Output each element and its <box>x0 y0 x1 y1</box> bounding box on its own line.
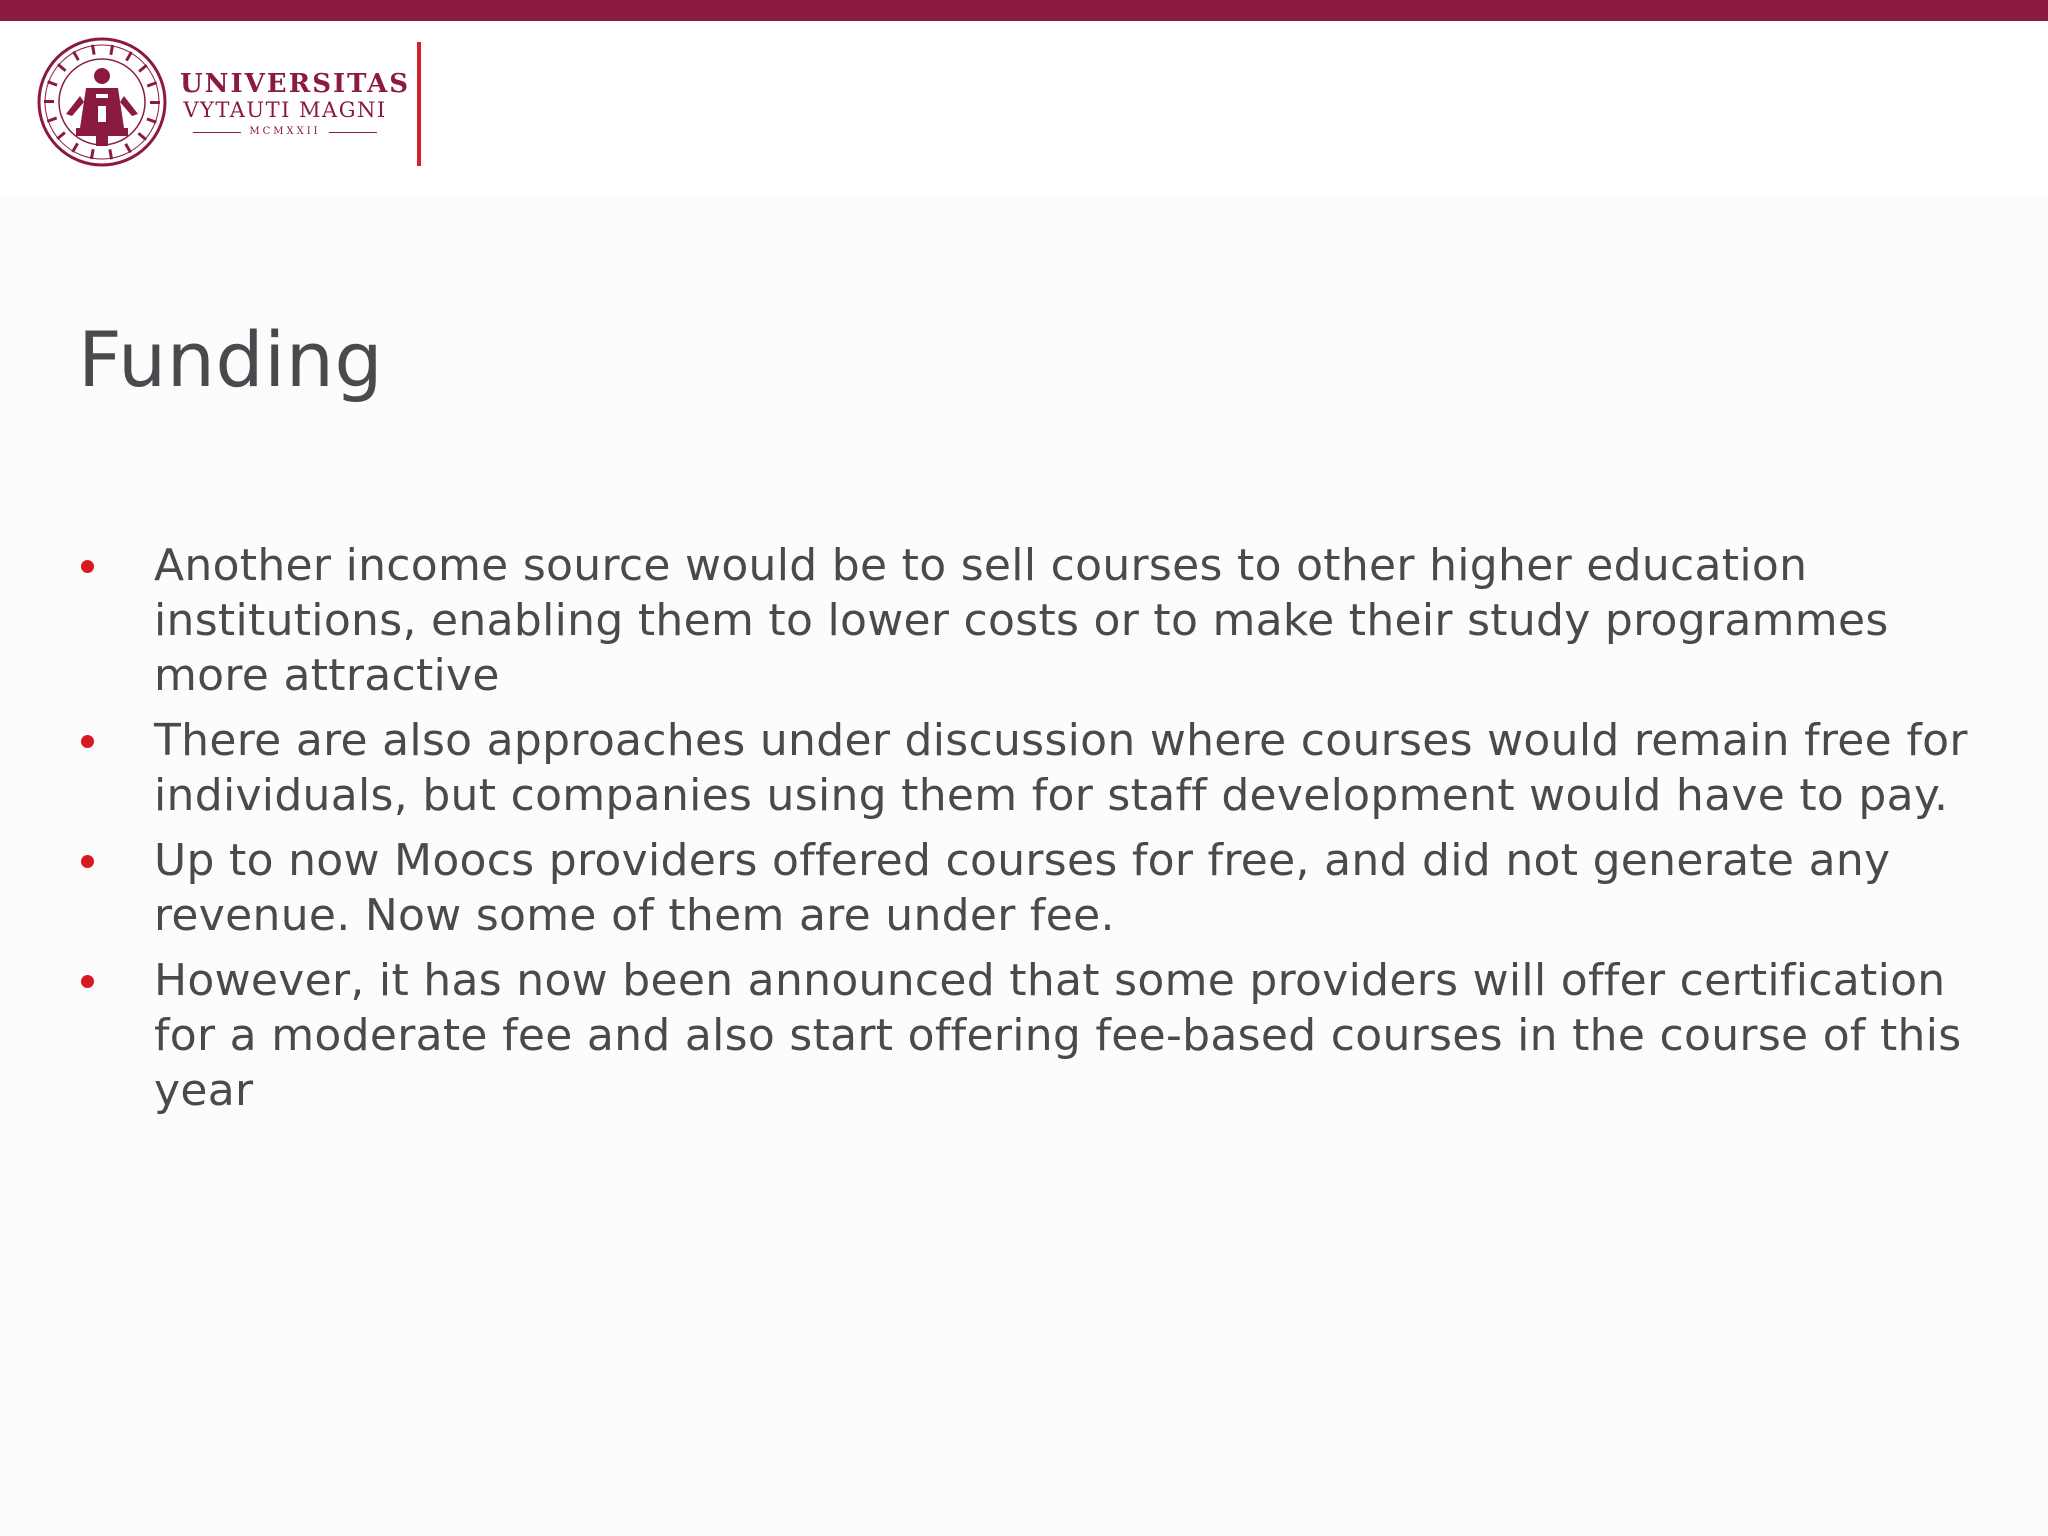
wordmark-rule-left <box>193 132 241 133</box>
university-seal-icon <box>36 36 168 168</box>
bullet-text: There are also approaches under discussion where courses would remain free for individuals, but companies using them for staff development would have to pay. <box>154 715 1968 821</box>
bullet-dot-icon <box>81 735 94 748</box>
bullet-item <box>78 833 1978 943</box>
wordmark-line-vytauti-magni: VYTAUTI MAGNI <box>183 98 387 122</box>
bullet-item <box>78 713 1978 823</box>
header-divider <box>417 42 421 166</box>
bullet-text: However, it has now been announced that some providers will offer certification for a moderate fee and also start offering fee-based courses in the course of this year <box>154 955 1962 1116</box>
top-accent-bar <box>0 0 2048 21</box>
bullet-item <box>78 953 1978 1118</box>
wordmark-rule-right <box>329 132 377 133</box>
wordmark-line-universitas: UNIVERSITAS <box>180 69 411 99</box>
slide-title: Funding <box>78 315 384 404</box>
bullet-list <box>78 538 1978 1128</box>
university-wordmark <box>180 69 411 138</box>
bullet-dot-icon <box>81 975 94 988</box>
bullet-dot-icon <box>81 855 94 868</box>
bullet-dot-icon <box>81 560 94 573</box>
wordmark-line-year <box>180 126 390 138</box>
bullet-text: Up to now Moocs providers offered courses for free, and did not generate any revenue. Now some of them are under fee. <box>154 835 1891 941</box>
bullet-text: Another income source would be to sell courses to other higher education institutions, enabling them to lower costs or to make their study programmes more attractive <box>154 540 1889 701</box>
bullet-item <box>78 538 1978 703</box>
wordmark-year-text: MCMXXII <box>249 126 321 137</box>
